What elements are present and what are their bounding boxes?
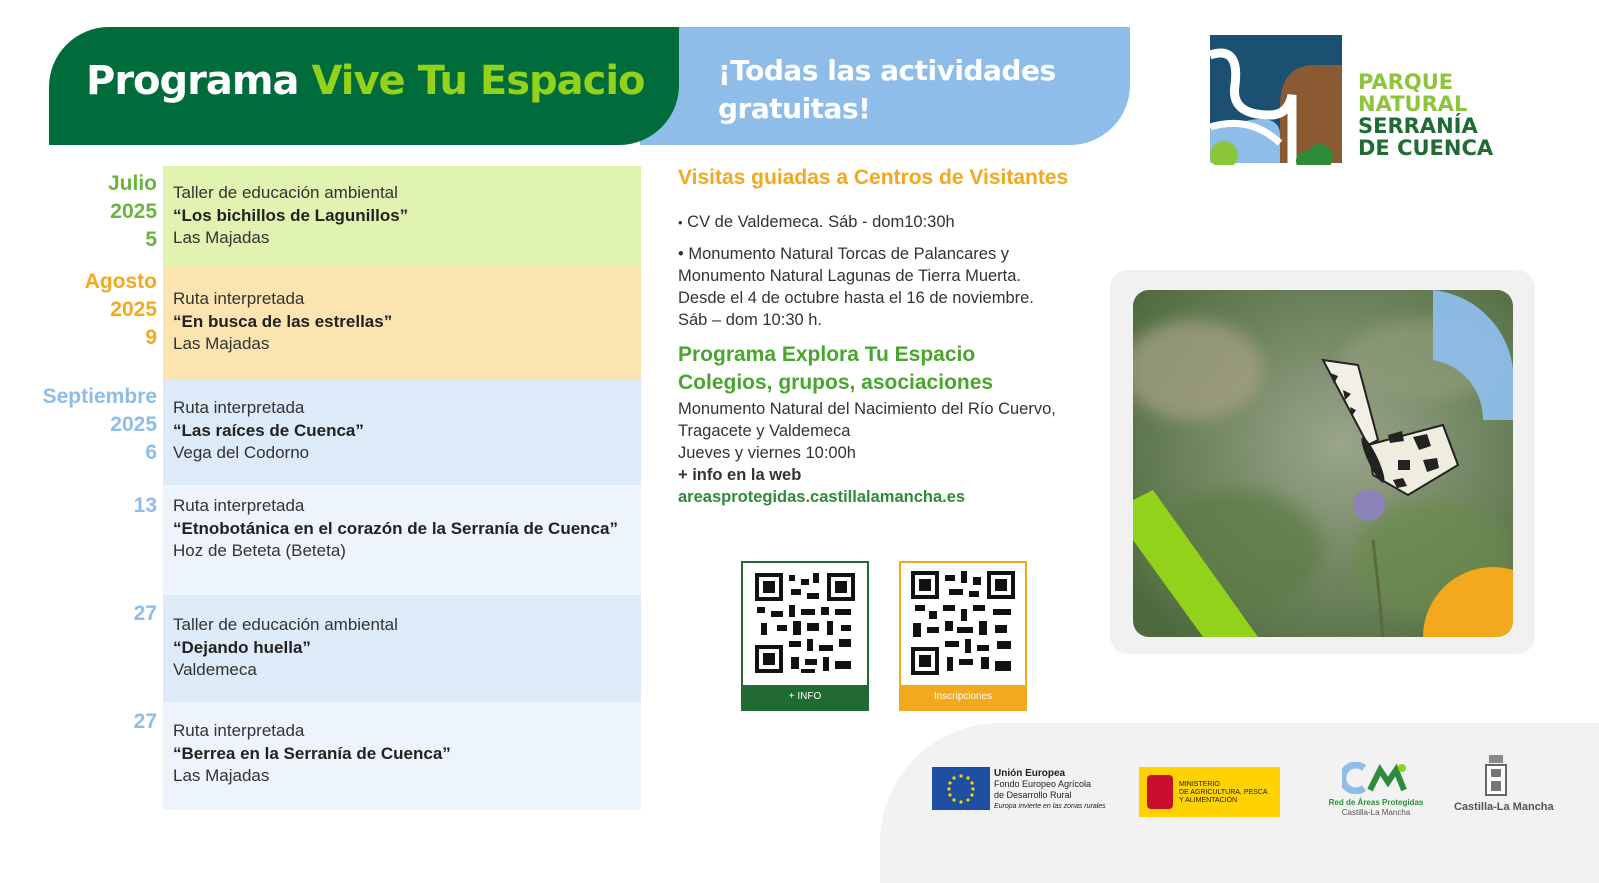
eu-flag-icon (932, 767, 990, 810)
explora-details: Monumento Natural del Nacimiento del Río Cuervo, Tragacete y Valdemeca Jueves y viernes 10:00h + info en la web areasprotegidas.castillalamancha.es (678, 400, 1056, 506)
activity-place: Las Majadas (173, 228, 270, 247)
activity-type: Ruta interpretada (173, 496, 305, 515)
activity-type: Ruta interpretada (173, 398, 305, 417)
title-highlight: Vive Tu Espacio (311, 58, 645, 104)
schedule-row-2 (163, 266, 641, 379)
title-prefix: Programa (86, 58, 299, 104)
program-title (86, 58, 645, 104)
activity-type: Ruta interpretada (173, 721, 305, 740)
activity-title: “En busca de las estrellas” (173, 311, 393, 331)
castilla-la-mancha-crest-icon (1483, 755, 1509, 797)
park-logo-text (1358, 71, 1493, 159)
logo-line-2: NATURAL (1358, 92, 1468, 116)
park-logo-icon (1210, 35, 1345, 165)
activity-place: Las Majadas (173, 766, 270, 785)
qr-code-icon (901, 563, 1025, 685)
qr-info-card[interactable] (741, 561, 869, 711)
eu-text: Unión Europea Fondo Europeo Agrícola de Desarrollo Rural Europa invierte en las zonas rurales (994, 768, 1106, 810)
activity-title: “Dejando huella” (173, 637, 311, 657)
schedule-row-6 (163, 702, 641, 810)
activity-title: “Etnobotánica en el corazón de la Serranía de Cuenca” (173, 518, 618, 538)
free-activities-text: ¡Todas las actividades gratuitas! (718, 54, 1056, 125)
red-areas-logo-icon (1342, 762, 1408, 794)
red-areas-text: Red de Áreas Protegidas Castilla-La Mancha (1328, 798, 1424, 817)
qr-code-icon (743, 563, 867, 685)
schedule-row-3 (163, 379, 641, 485)
activity-title: “Las raíces de Cuenca” (173, 420, 364, 440)
butterfly-photo (1133, 290, 1513, 637)
activity-type: Ruta interpretada (173, 289, 305, 308)
website-link[interactable]: areasprotegidas.castillalamancha.es (678, 488, 966, 506)
logo-line-1: PARQUE (1358, 70, 1454, 94)
schedule-row-1 (163, 166, 641, 266)
visits-item-2: • Monumento Natural Torcas de Palancares y Monumento Natural Lagunas de Tierra Muerta. Desde el 4 de octubre hasta el 16 de noviembre. Sáb – dom 10:30 h. (678, 245, 1034, 329)
date-julio: Julio 2025 5 (107, 172, 157, 251)
date-day-27a: 27 (133, 602, 157, 625)
qr-inscripciones-card[interactable] (899, 561, 1027, 711)
activity-place: Valdemeca (173, 660, 257, 679)
activity-place: Las Majadas (173, 334, 270, 353)
logo-line-3: SERRANÍA (1358, 114, 1478, 138)
explora-heading: Programa Explora Tu Espacio Colegios, grupos, asociaciones (678, 343, 994, 394)
more-info-text: + info en la web (678, 466, 802, 484)
visits-item-1: • CV de Valdemeca. Sáb - dom10:30h (678, 213, 955, 231)
ministry-logo: MINISTERIO DE AGRICULTURA, PESCA Y ALIMENTACIÓN (1139, 767, 1280, 817)
activity-title: “Berrea en la Serranía de Cuenca” (173, 743, 451, 763)
date-septiembre: Septiembre 2025 6 (42, 385, 157, 464)
activity-place: Hoz de Beteta (Beteta) (173, 541, 346, 560)
date-day-13: 13 (133, 494, 157, 517)
schedule-row-4 (163, 485, 641, 595)
date-day-27b: 27 (133, 710, 157, 733)
schedule-row-5 (163, 595, 641, 702)
activity-title: “Los bichillos de Lagunillos” (173, 205, 409, 225)
activity-type: Taller de educación ambiental (173, 615, 398, 634)
spain-crest-icon (1147, 775, 1173, 809)
logo-line-4: DE CUENCA (1358, 136, 1494, 160)
visits-heading: Visitas guiadas a Centros de Visitantes (678, 166, 1069, 189)
activity-place: Vega del Codorno (173, 443, 310, 462)
qr-info-label: + INFO (743, 685, 867, 709)
activity-type: Taller de educación ambiental (173, 183, 398, 202)
qr-inscripciones-label: Inscripciones (901, 685, 1025, 709)
date-agosto: Agosto 2025 9 (84, 270, 157, 349)
castilla-la-mancha-text: Castilla-La Mancha (1454, 801, 1554, 813)
